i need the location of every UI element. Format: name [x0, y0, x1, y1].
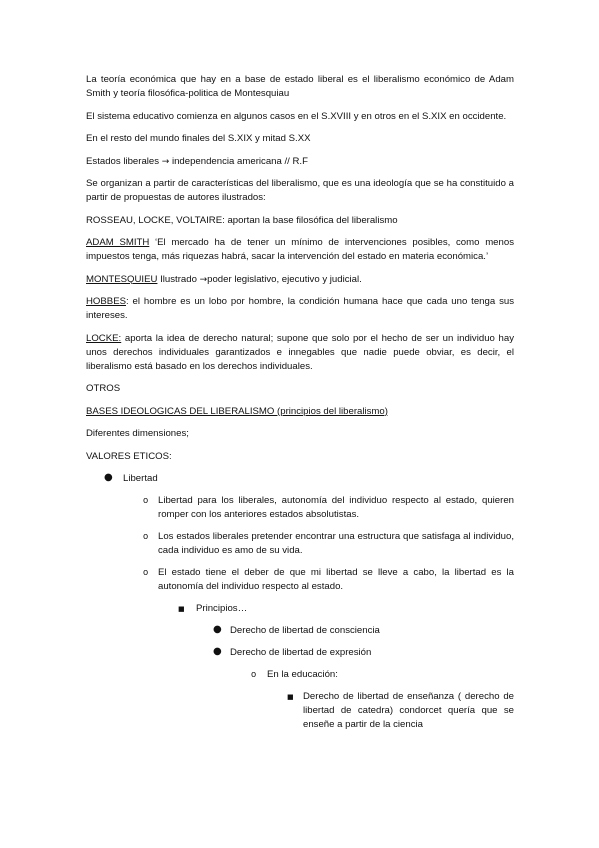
locke-name: LOCKE:: [86, 332, 122, 344]
square-bullet-icon: ■: [178, 605, 185, 613]
disc-bullet-icon: ●: [104, 472, 113, 483]
paragraph-dimensions: Diferentes dimensiones;: [86, 428, 189, 439]
list-item-libertad: [86, 472, 514, 486]
list-item-text: Principios…: [196, 603, 248, 614]
list-item-text: Derecho de libertad de consciencia: [230, 625, 380, 636]
list-item-text: Libertad para los liberales, autonomía del individuo respecto al estado, quieren romper con los anteriores estados absolutistas.: [158, 495, 514, 520]
paragraph-authors: ROSSEAU, LOCKE, VOLTAIRE: aportan la base filosófica del liberalismo: [86, 214, 398, 226]
hobbes-text: : el hombre es un lobo por hombre, la condición humana hace que cada uno tenga sus intereses.: [86, 296, 514, 321]
circle-bullet-icon: o: [143, 532, 149, 542]
paragraph-ethical-values: VALORES ETICOS:: [86, 450, 172, 462]
paragraph-educational-system: El sistema educativo comienza en algunos casos en el S.XVIII y en otros en el S.XIX en occidente.: [86, 110, 507, 122]
list-item-teaching-freedom: [86, 690, 514, 732]
hobbes-name: HOBBES: [86, 296, 126, 307]
list-item-text: El estado tiene el deber de que mi libertad se lleve a cabo, la libertad es la autonomía del individuo respecto al estado.: [158, 567, 514, 592]
paragraph-characteristics: Se organizan a partir de características del liberalismo, que es una ideología que se ha constituido a partir de propuestas de autores ilustrados:: [86, 178, 514, 203]
locke-text: aporta la idea de derecho natural; supone que solo por el hecho de ser un individuo hay unos derechos individuales garantizados e innegables que nadie puede obviar, es decir, el liberalismo está basado en los derechos individuales.: [86, 332, 514, 372]
list-item-education: [86, 668, 514, 682]
adam-smith-name: ADAM SMITH: [86, 237, 150, 248]
paragraph-locke: [86, 332, 514, 374]
document-body: [86, 73, 514, 740]
liberal-states-text: Estados liberales: [86, 155, 160, 167]
circle-bullet-icon: o: [143, 568, 149, 578]
paragraph-montesquieu: [86, 273, 514, 287]
disc-bullet-icon: ●: [213, 624, 222, 635]
paragraph-rest-of-world: En el resto del mundo finales del S.XIX y mitad S.XX: [86, 133, 311, 144]
disc-bullet-icon: ●: [213, 646, 222, 657]
paragraph-hobbes: [86, 295, 514, 323]
montesquieu-text-a: Ilustrado: [157, 273, 200, 285]
square-bullet-icon: ■: [287, 693, 294, 701]
right-arrow-icon: →: [161, 156, 170, 167]
paragraph-intro: La teoría económica que hay en a base de estado liberal es el liberalismo económico de Adam Smith y teoría filosófica-politica de Montesquiau: [86, 74, 514, 99]
paragraph-liberal-states: [86, 155, 514, 169]
list-item-text: Los estados liberales pretender encontrar una estructura que satisfaga al individuo, cada individuo es amo de su vida.: [158, 531, 514, 556]
adam-smith-quote: ‘El mercado ha de tener un mínimo de intervenciones posibles, como menos impuestos tenga, más riquezas habrá, sacar la intervención del estado en materia económica.’: [86, 237, 514, 262]
montesquieu-text-b: poder legislativo, ejecutivo y judicial.: [207, 273, 362, 285]
paragraph-adam-smith: [86, 236, 514, 264]
list-item-text: En la educación:: [267, 669, 338, 680]
right-arrow-icon: →: [199, 274, 208, 285]
list-item-structure: [86, 530, 514, 558]
list-item-text: Derecho de libertad de enseñanza ( derecho de libertad de catedra) condorcet quería que se enseñe a partir de la ciencia: [303, 691, 514, 730]
list-item-state-duty: [86, 566, 514, 594]
list-item-text: Derecho de libertad de expresión: [230, 647, 372, 658]
paragraph-otros: OTROS: [86, 383, 121, 394]
list-item-principles: [86, 602, 514, 616]
circle-bullet-icon: o: [143, 496, 149, 506]
section-heading-bases: BASES IDEOLOGICAS DEL LIBERALISMO (principios del liberalismo): [86, 405, 388, 417]
list-item-text: Libertad: [123, 473, 158, 484]
outline-list: [86, 472, 514, 732]
list-item-autonomy: [86, 494, 514, 522]
independence-text: independencia americana // R.F: [169, 155, 308, 167]
list-item-conscience: [86, 624, 514, 638]
montesquieu-name: MONTESQUIEU: [86, 273, 158, 285]
list-item-expression: [86, 646, 514, 660]
circle-bullet-icon: o: [251, 670, 257, 680]
